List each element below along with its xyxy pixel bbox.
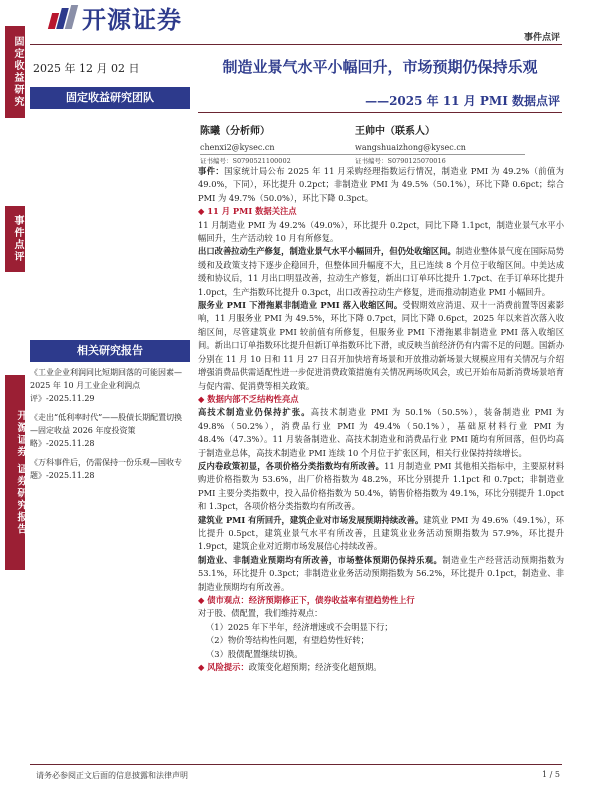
contact-name: 王帅中（联系人） (355, 126, 435, 137)
related-report-link[interactable]: 《万科事件后，仍需保持一份乐观—国收专题》-2025.11.28 (30, 458, 182, 480)
paragraph-5 (198, 460, 564, 514)
page-title: 制造业景气水平小幅回升，市场预期仍保持乐观 (222, 58, 538, 76)
header-divider (30, 44, 562, 45)
page-number: 1 / 5 (542, 770, 560, 779)
paragraph-3-text: 受假期效应消退、双十一消费前置等因素影响，11 月服务业 PMI 为 49.5%，环比下降 0.7pct，同比下降 0.6pct，2025 年以来首次落入收缩区间，尽管建筑业 PMI 较前值有所修复，但服务业 PMI 下滑拖累非制造业 PMI 落入收缩区间。新出口订单指数环比提升但新订单指数环比下滑，或反映当前经济仍有内需不足的问题。国新办分别在 11 月 10 日和 11 月 27 日召开加快培育场景和开放推动新场景大规模应用有关情况与介绍增强消费品供需适配性进一步促进消费政策措施有关情况两场吹风会，或已开始布局新消费场景培育与促内需、促消费等相关政策。 (198, 300, 564, 391)
side-tab-event: 事件点评 (5, 206, 25, 272)
paragraph-6 (198, 514, 564, 554)
risk-text: 政策变化超预期；经济变化超预期。 (248, 662, 382, 673)
paragraph-6-text: 建筑业 PMI 为 49.6%（49.1%），环比提升 0.5pct，建筑业景气水平有所改善，且建筑业业务活动预期指数为 57.9%，环比提升 1.9pct，建筑企业对近期市场发展信心持续改善。 (198, 514, 564, 552)
contact-card (355, 122, 525, 165)
section-heading-3: ◆ 债市观点：经济预期修正下，债券收益率有望趋势性上行 (198, 594, 564, 607)
analyst-cert: 证书编号：S0790521100002 (200, 154, 370, 165)
paragraph-4-lead: 高技术制造业仍保持扩张。 (198, 407, 311, 418)
related-reports-list (30, 366, 190, 488)
section-heading-2: ◆ 数据内部不乏结构性亮点 (198, 393, 564, 406)
paragraph-2-text: 制造业整体景气度在国际局势缓和及政策支持下逐步企稳回升，但整体回升幅度不大，且已连续 8 个月位于收缩区间。中美达成缓和协议后，11 月出口明显改善，拉动生产修复，新出口订单环比提升 1.7pct、在手订单环比提升 1.0pct，生产指数环比提升 0.3pct，出口改善拉动生产修复，进而推动制造业 PMI 小幅回升。 (198, 246, 564, 297)
report-body (198, 165, 564, 674)
paragraph-1: 11 月制造业 PMI 为 49.2%（49.0%），环比提升 0.2pct，同比下降 1.1pct，制造业景气水平小幅回升，生产活动较 10 月有所修复。 (198, 219, 564, 244)
company-logo (50, 4, 182, 34)
contact-email[interactable]: wangshuaizhong@kysec.cn (355, 143, 466, 152)
page-subtitle: ——2025 年 11 月 PMI 数据点评 (365, 94, 560, 108)
paragraph-3 (198, 299, 564, 393)
section-heading-1: ◆ 11 月 PMI 数据关注点 (198, 205, 564, 218)
paragraph-2 (198, 245, 564, 299)
view-item: （2）物价等结构性问题，有望趋势性好转； (206, 635, 369, 646)
paragraph-3-lead: 服务业 PMI 下滑拖累非制造业 PMI 落入收缩区间。 (198, 300, 403, 311)
side-tab-brokerage: 开源证券 证券研究报告 (5, 375, 25, 570)
paragraph-5-lead: 反内卷政策初显，各项价格分类指数均有所改善。 (198, 460, 385, 471)
footer-divider (30, 764, 562, 765)
logo-text: 开源证券 (82, 5, 182, 34)
contact-cert: 证书编号：S0790125070016 (355, 154, 525, 165)
paragraph-7-text: 制造业生产经营活动预期指数为 53.1%，环比提升 0.3pct；非制造业业务活动预期指数为 56.2%，环比提升 0.1pct，制造业、非制造业预期均有所改善。 (198, 554, 564, 592)
paragraph-7 (198, 554, 564, 594)
paragraph-2-lead: 出口改善拉动生产修复，制造业景气水平小幅回升，但仍处收缩区间。 (198, 246, 456, 257)
analyst-card (200, 122, 370, 165)
paragraph-4-text: 高技术制造业 PMI 为 50.1%（50.5%），装备制造业 PMI 为 49.8%（50.2%），消费品行业 PMI 为 49.4%（50.1%），基础原材料行业 PMI 为 48.4%（47.3%）。11 月装备制造业、高技术制造业和消费品行业 PMI 随均有所回落，但仍均高于制造业总体，高技术制造业 PMI 连续 10 个月位于扩张区间，相关行业保持持续增长。 (198, 407, 564, 458)
paragraph-8: 对于股、债配置，我们维持观点： (198, 608, 323, 619)
analyst-name: 陈曦（分析师） (200, 126, 270, 137)
risk-paragraph (198, 661, 564, 674)
side-tab-fixed-income: 固定收益研究 (5, 26, 25, 118)
team-label: 固定收益研究团队 (30, 87, 190, 109)
paragraph-5-text: 11 月制造业 PMI 其他相关指标中，主要原材料购进价格指数为 53.6%，出厂价格指数为 48.2%，环比分别提升 1.1pct 和 0.7pct；非制造业 PMI 主要分类指数中，投入品价格指数为 50.4%，销售价格指数为 49.1%，环比分别提升 1.0pct 和 1.3pct，各项价格分类指数均有所改善。 (198, 460, 565, 512)
paragraph-4 (198, 406, 564, 460)
title-divider (198, 112, 562, 113)
related-report-link[interactable]: 《走出“低利率时代”——股债长期配置切换—固定收益 2026 年度投资策略》-2025.11.28 (30, 413, 183, 448)
paragraph-7-lead: 制造业、非制造业预期均有所改善，市场整体预期仍保持乐观。 (198, 554, 443, 565)
analyst-email[interactable]: chenxi2@kysec.cn (200, 143, 275, 152)
event-label: 事件： (198, 166, 225, 176)
event-paragraph (198, 165, 564, 205)
report-type: 事件点评 (523, 33, 560, 43)
related-reports-heading: 相关研究报告 (30, 340, 190, 362)
view-item: （3）股债配置继续切换。 (206, 648, 303, 659)
footer-disclaimer: 请务必参阅正文后面的信息披露和法律声明 (36, 771, 188, 780)
report-date: 2025 年 12 月 02 日 (33, 62, 140, 75)
event-text: 国家统计局公布 2025 年 11 月采购经理指数运行情况，制造业 PMI 为 49.2%（前值为 49.0%，下同），环比提升 0.2pct；非制造业 PMI 为 49.5%（50.1%），环比下降 0.6pct；综合 PMI 为 49.7%（50.0%），环比下降 0.3pct。 (198, 166, 564, 203)
risk-label: ◆ 风险提示： (198, 662, 249, 672)
logo-mark-icon (50, 5, 76, 29)
view-item: （1）2025 年下半年，经济增速或不会明显下行； (206, 621, 393, 632)
paragraph-6-lead: 建筑业 PMI 有所回升，建筑企业对市场发展预期持续改善。 (198, 514, 424, 525)
related-report-link[interactable]: 《工业企业利润同比短期回落的可能因素—2025 年 10 月工业企业利润点评》-2025.11.29 (30, 368, 182, 403)
